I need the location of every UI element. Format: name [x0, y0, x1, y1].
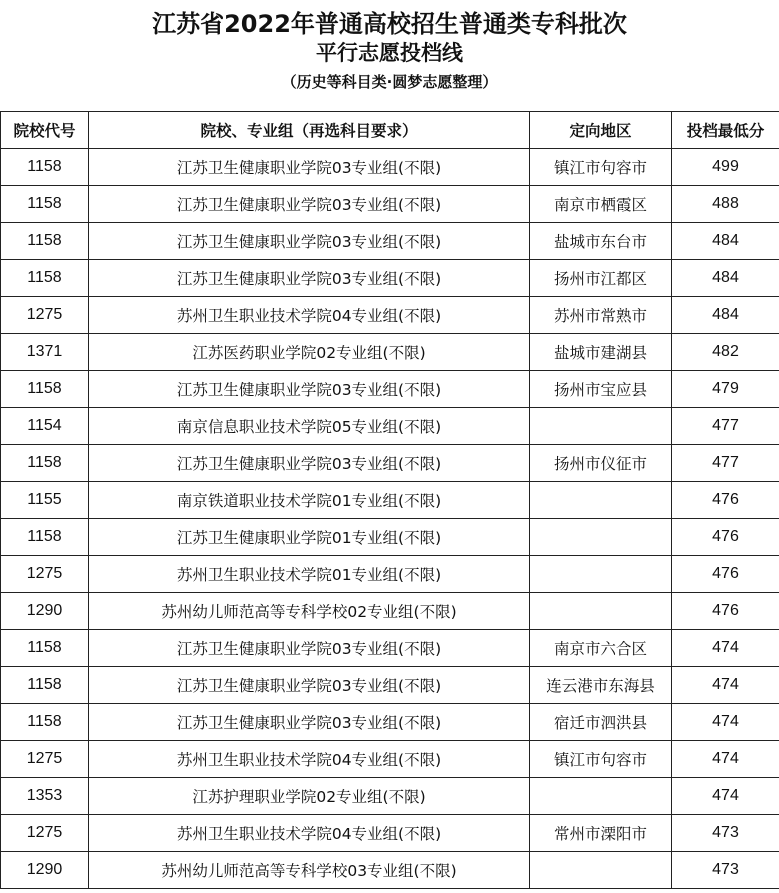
cell-min-score: 499 [672, 149, 779, 186]
cell-school-code: 1275 [1, 556, 89, 593]
table-row [1, 519, 779, 556]
table-row [1, 630, 779, 667]
cell-school-group: 南京铁道职业技术学院01专业组(不限) [89, 482, 530, 519]
cell-region: 苏州市常熟市 [530, 297, 672, 334]
cell-school-code: 1158 [1, 445, 89, 482]
cell-min-score: 484 [672, 223, 779, 260]
cell-school-code: 1290 [1, 852, 89, 889]
cell-school-group: 江苏卫生健康职业学院03专业组(不限) [89, 371, 530, 408]
cell-school-code: 1158 [1, 371, 89, 408]
table-row [1, 556, 779, 593]
cell-school-code: 1290 [1, 593, 89, 630]
cell-region [530, 556, 672, 593]
table-row [1, 334, 779, 371]
cell-school-code: 1275 [1, 815, 89, 852]
table-header-row [1, 112, 779, 149]
page-subtitle: 平行志愿投档线 [316, 41, 463, 65]
table-row [1, 815, 779, 852]
table-row [1, 445, 779, 482]
cell-min-score: 479 [672, 371, 779, 408]
cell-min-score: 474 [672, 704, 779, 741]
cell-school-group: 江苏护理职业学院02专业组(不限) [89, 778, 530, 815]
table-row [1, 852, 779, 889]
column-header-score: 投档最低分 [672, 112, 779, 149]
cell-region [530, 519, 672, 556]
table-row [1, 371, 779, 408]
cell-region: 连云港市东海县 [530, 667, 672, 704]
cell-region [530, 852, 672, 889]
cell-school-code: 1154 [1, 408, 89, 445]
cell-school-group: 苏州幼儿师范高等专科学校03专业组(不限) [89, 852, 530, 889]
cell-region [530, 482, 672, 519]
table-row [1, 667, 779, 704]
cell-min-score: 484 [672, 260, 779, 297]
table-row [1, 778, 779, 815]
cell-school-code: 1155 [1, 482, 89, 519]
cell-school-code: 1158 [1, 149, 89, 186]
cell-min-score: 474 [672, 630, 779, 667]
table-row [1, 482, 779, 519]
cell-region: 镇江市句容市 [530, 149, 672, 186]
cell-school-code: 1353 [1, 778, 89, 815]
admission-score-table [0, 111, 779, 889]
cell-min-score: 476 [672, 556, 779, 593]
cell-school-code: 1158 [1, 667, 89, 704]
cell-region: 镇江市句容市 [530, 741, 672, 778]
cell-school-group: 江苏卫生健康职业学院03专业组(不限) [89, 260, 530, 297]
cell-min-score: 477 [672, 445, 779, 482]
table-row [1, 297, 779, 334]
cell-region: 扬州市仪征市 [530, 445, 672, 482]
cell-school-code: 1158 [1, 260, 89, 297]
cell-min-score: 473 [672, 852, 779, 889]
cell-region [530, 408, 672, 445]
cell-school-code: 1158 [1, 704, 89, 741]
table-row [1, 408, 779, 445]
table-body [1, 149, 779, 889]
cell-region: 扬州市江都区 [530, 260, 672, 297]
cell-school-group: 苏州幼儿师范高等专科学校02专业组(不限) [89, 593, 530, 630]
cell-region: 盐城市东台市 [530, 223, 672, 260]
cell-school-group: 江苏医药职业学院02专业组(不限) [89, 334, 530, 371]
table-row [1, 704, 779, 741]
cell-school-group: 苏州卫生职业技术学院04专业组(不限) [89, 297, 530, 334]
cell-school-group: 苏州卫生职业技术学院04专业组(不限) [89, 815, 530, 852]
cell-school-code: 1275 [1, 297, 89, 334]
cell-school-code: 1158 [1, 630, 89, 667]
cell-min-score: 476 [672, 593, 779, 630]
cell-region: 南京市栖霞区 [530, 186, 672, 223]
cell-school-group: 江苏卫生健康职业学院03专业组(不限) [89, 149, 530, 186]
cell-school-code: 1371 [1, 334, 89, 371]
cell-school-group: 江苏卫生健康职业学院03专业组(不限) [89, 223, 530, 260]
cell-min-score: 473 [672, 815, 779, 852]
cell-min-score: 474 [672, 778, 779, 815]
cell-school-group: 江苏卫生健康职业学院03专业组(不限) [89, 630, 530, 667]
cell-region: 扬州市宝应县 [530, 371, 672, 408]
cell-school-group: 江苏卫生健康职业学院03专业组(不限) [89, 445, 530, 482]
cell-school-code: 1158 [1, 519, 89, 556]
cell-region: 南京市六合区 [530, 630, 672, 667]
cell-school-group: 江苏卫生健康职业学院01专业组(不限) [89, 519, 530, 556]
cell-school-group: 苏州卫生职业技术学院04专业组(不限) [89, 741, 530, 778]
document-header [0, 0, 779, 100]
table-row [1, 223, 779, 260]
cell-school-group: 苏州卫生职业技术学院01专业组(不限) [89, 556, 530, 593]
cell-min-score: 474 [672, 741, 779, 778]
cell-min-score: 488 [672, 186, 779, 223]
cell-school-group: 江苏卫生健康职业学院03专业组(不限) [89, 186, 530, 223]
page-note: （历史等科目类·圆梦志愿整理） [281, 73, 498, 91]
cell-school-group: 江苏卫生健康职业学院03专业组(不限) [89, 704, 530, 741]
cell-region [530, 778, 672, 815]
page-title: 江苏省2022年普通高校招生普通类专科批次 [152, 10, 627, 38]
cell-min-score: 482 [672, 334, 779, 371]
cell-min-score: 476 [672, 482, 779, 519]
table-row [1, 149, 779, 186]
column-header-code: 院校代号 [1, 112, 89, 149]
cell-school-code: 1158 [1, 186, 89, 223]
cell-school-code: 1275 [1, 741, 89, 778]
table-row [1, 741, 779, 778]
cell-school-code: 1158 [1, 223, 89, 260]
cell-region [530, 593, 672, 630]
cell-region: 宿迁市泗洪县 [530, 704, 672, 741]
cell-school-group: 南京信息职业技术学院05专业组(不限) [89, 408, 530, 445]
cell-min-score: 474 [672, 667, 779, 704]
cell-school-group: 江苏卫生健康职业学院03专业组(不限) [89, 667, 530, 704]
cell-min-score: 484 [672, 297, 779, 334]
cell-region: 常州市溧阳市 [530, 815, 672, 852]
cell-region: 盐城市建湖县 [530, 334, 672, 371]
column-header-region: 定向地区 [530, 112, 672, 149]
table-row [1, 593, 779, 630]
table-row [1, 186, 779, 223]
cell-min-score: 476 [672, 519, 779, 556]
table-row [1, 260, 779, 297]
column-header-name: 院校、专业组（再选科目要求） [89, 112, 530, 149]
cell-min-score: 477 [672, 408, 779, 445]
